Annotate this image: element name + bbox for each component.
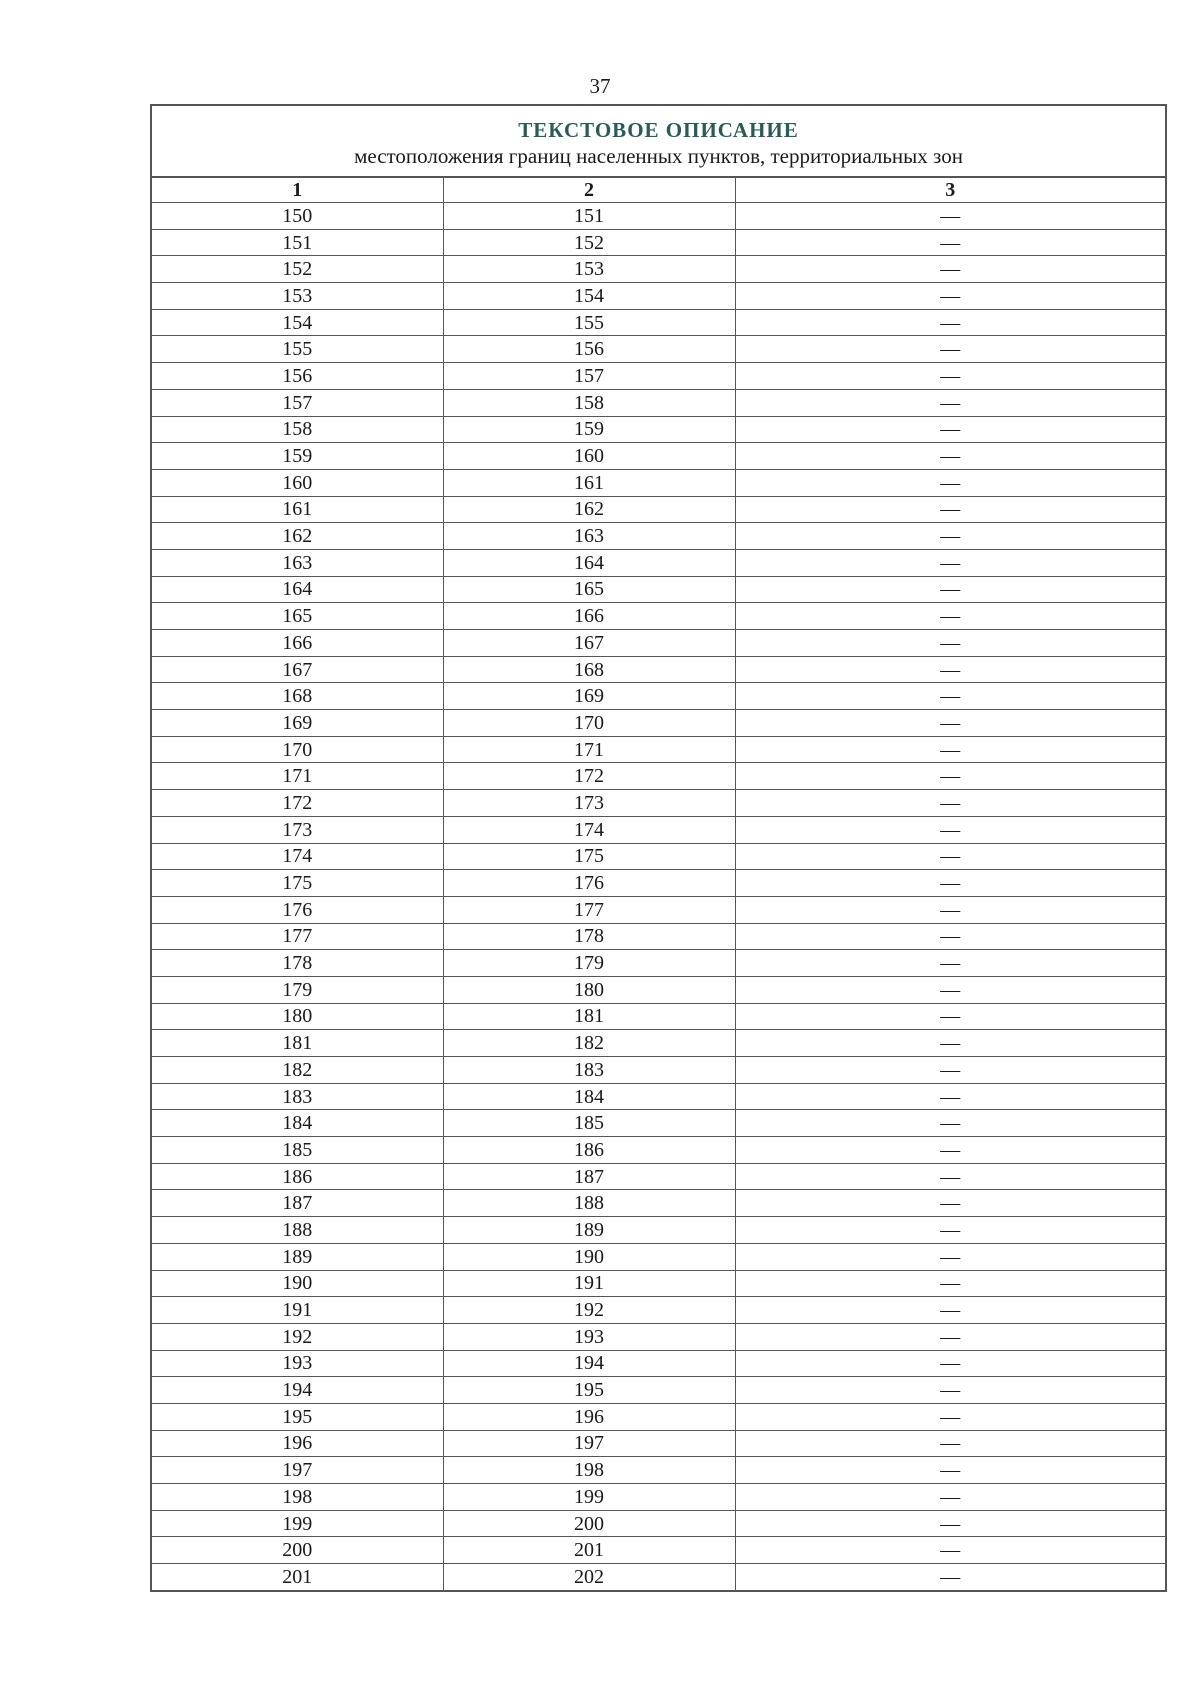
table-row <box>151 603 1166 630</box>
table-cell-col-1: 155 <box>151 336 443 363</box>
table-row <box>151 710 1166 737</box>
table-row <box>151 549 1166 576</box>
table-row <box>151 763 1166 790</box>
column-header-2: 2 <box>443 177 735 203</box>
table-row <box>151 1243 1166 1270</box>
table-row <box>151 576 1166 603</box>
table-cell-col-3: — <box>735 1537 1166 1564</box>
table-cell-col-3: — <box>735 1297 1166 1324</box>
table-cell-col-2: 152 <box>443 229 735 256</box>
table-row <box>151 523 1166 550</box>
table-cell-col-2: 193 <box>443 1323 735 1350</box>
table-row <box>151 1057 1166 1084</box>
table-cell-col-1: 189 <box>151 1243 443 1270</box>
table-cell-col-3: — <box>735 976 1166 1003</box>
table-cell-col-1: 184 <box>151 1110 443 1137</box>
table-row <box>151 496 1166 523</box>
table-cell-col-2: 174 <box>443 816 735 843</box>
table-cell-col-2: 168 <box>443 656 735 683</box>
table-cell-col-2: 183 <box>443 1057 735 1084</box>
table-cell-col-2: 202 <box>443 1564 735 1591</box>
table-cell-col-2: 172 <box>443 763 735 790</box>
table-cell-col-3: — <box>735 656 1166 683</box>
table-cell-col-1: 187 <box>151 1190 443 1217</box>
table-cell-col-1: 158 <box>151 416 443 443</box>
table-cell-col-3: — <box>735 283 1166 310</box>
table-row <box>151 1537 1166 1564</box>
table-cell-col-2: 191 <box>443 1270 735 1297</box>
table-cell-col-3: — <box>735 683 1166 710</box>
table-cell-col-1: 152 <box>151 256 443 283</box>
table-cell-col-3: — <box>735 843 1166 870</box>
table-cell-col-1: 190 <box>151 1270 443 1297</box>
table-cell-col-2: 188 <box>443 1190 735 1217</box>
table-title-cell <box>151 105 1166 177</box>
table-cell-col-2: 198 <box>443 1457 735 1484</box>
table-row <box>151 1377 1166 1404</box>
table-cell-col-1: 196 <box>151 1430 443 1457</box>
table-row <box>151 443 1166 470</box>
table-cell-col-1: 182 <box>151 1057 443 1084</box>
column-header-3: 3 <box>735 177 1166 203</box>
table-cell-col-3: — <box>735 1350 1166 1377</box>
table-cell-col-2: 151 <box>443 203 735 230</box>
page-number: 37 <box>589 74 611 98</box>
table-cell-col-2: 173 <box>443 790 735 817</box>
table-cell-col-3: — <box>735 736 1166 763</box>
table-cell-col-2: 176 <box>443 870 735 897</box>
table-cell-col-2: 153 <box>443 256 735 283</box>
table-row <box>151 1297 1166 1324</box>
table-cell-col-1: 191 <box>151 1297 443 1324</box>
table-row <box>151 950 1166 977</box>
table-cell-col-2: 167 <box>443 630 735 657</box>
table-cell-col-1: 153 <box>151 283 443 310</box>
table-cell-col-1: 193 <box>151 1350 443 1377</box>
table-cell-col-2: 190 <box>443 1243 735 1270</box>
table-row <box>151 1457 1166 1484</box>
table-cell-col-1: 199 <box>151 1510 443 1537</box>
table-cell-col-2: 175 <box>443 843 735 870</box>
table-cell-col-1: 181 <box>151 1030 443 1057</box>
table-cell-col-2: 162 <box>443 496 735 523</box>
table-cell-col-2: 156 <box>443 336 735 363</box>
table-row <box>151 736 1166 763</box>
table-cell-col-1: 188 <box>151 1217 443 1244</box>
table-cell-col-2: 170 <box>443 710 735 737</box>
table-cell-col-1: 176 <box>151 896 443 923</box>
table-cell-col-3: — <box>735 203 1166 230</box>
table-cell-col-1: 195 <box>151 1403 443 1430</box>
table-cell-col-2: 189 <box>443 1217 735 1244</box>
table-cell-col-1: 201 <box>151 1564 443 1591</box>
table-cell-col-3: — <box>735 1457 1166 1484</box>
table-cell-col-3: — <box>735 710 1166 737</box>
table-cell-col-1: 165 <box>151 603 443 630</box>
table-row <box>151 1083 1166 1110</box>
table-cell-col-1: 160 <box>151 469 443 496</box>
table-cell-col-3: — <box>735 389 1166 416</box>
table-cell-col-3: — <box>735 229 1166 256</box>
table-cell-col-1: 180 <box>151 1003 443 1030</box>
table-cell-col-1: 170 <box>151 736 443 763</box>
table-cell-col-1: 177 <box>151 923 443 950</box>
table-cell-col-2: 185 <box>443 1110 735 1137</box>
table-row <box>151 630 1166 657</box>
document-title: ТЕКСТОВОЕ ОПИСАНИЕ <box>518 118 799 142</box>
column-header-row <box>151 177 1166 203</box>
table-cell-col-2: 200 <box>443 1510 735 1537</box>
table-cell-col-3: — <box>735 1243 1166 1270</box>
table-row <box>151 1323 1166 1350</box>
table-cell-col-3: — <box>735 923 1166 950</box>
table-cell-col-2: 180 <box>443 976 735 1003</box>
table-cell-col-3: — <box>735 603 1166 630</box>
table-cell-col-3: — <box>735 416 1166 443</box>
table-row <box>151 1484 1166 1511</box>
table-cell-col-3: — <box>735 1403 1166 1430</box>
table-cell-col-3: — <box>735 336 1166 363</box>
table-row <box>151 1030 1166 1057</box>
table-cell-col-3: — <box>735 549 1166 576</box>
table-row <box>151 469 1166 496</box>
table-cell-col-2: 158 <box>443 389 735 416</box>
table-cell-col-2: 155 <box>443 309 735 336</box>
table-row <box>151 976 1166 1003</box>
table-cell-col-2: 186 <box>443 1137 735 1164</box>
table-row <box>151 656 1166 683</box>
document-subtitle: местоположения границ населенных пунктов, территориальных зон <box>354 144 963 168</box>
table-cell-col-3: — <box>735 950 1166 977</box>
table-cell-col-2: 181 <box>443 1003 735 1030</box>
table-row <box>151 1430 1166 1457</box>
table-cell-col-3: — <box>735 309 1166 336</box>
table-cell-col-2: 166 <box>443 603 735 630</box>
table-cell-col-3: — <box>735 1137 1166 1164</box>
table-cell-col-1: 169 <box>151 710 443 737</box>
table-row <box>151 229 1166 256</box>
table-row <box>151 1564 1166 1591</box>
table-row <box>151 1190 1166 1217</box>
table-cell-col-1: 183 <box>151 1083 443 1110</box>
table-cell-col-2: 171 <box>443 736 735 763</box>
table-cell-col-2: 201 <box>443 1537 735 1564</box>
table-cell-col-1: 174 <box>151 843 443 870</box>
table-cell-col-2: 199 <box>443 1484 735 1511</box>
table-cell-col-1: 150 <box>151 203 443 230</box>
table-cell-col-1: 168 <box>151 683 443 710</box>
table-row <box>151 416 1166 443</box>
table-cell-col-3: — <box>735 1430 1166 1457</box>
table-row <box>151 1270 1166 1297</box>
table-body <box>151 203 1166 1591</box>
table-row <box>151 843 1166 870</box>
table-cell-col-3: — <box>735 1510 1166 1537</box>
table-cell-col-3: — <box>735 1163 1166 1190</box>
table-row <box>151 1350 1166 1377</box>
table-cell-col-3: — <box>735 1217 1166 1244</box>
table-cell-col-3: — <box>735 576 1166 603</box>
table-row <box>151 923 1166 950</box>
table-cell-col-3: — <box>735 896 1166 923</box>
table-row <box>151 683 1166 710</box>
table-cell-col-2: 163 <box>443 523 735 550</box>
table-cell-col-3: — <box>735 363 1166 390</box>
table-cell-col-3: — <box>735 790 1166 817</box>
table-cell-col-1: 162 <box>151 523 443 550</box>
table-row <box>151 203 1166 230</box>
table-cell-col-2: 177 <box>443 896 735 923</box>
table-cell-col-1: 186 <box>151 1163 443 1190</box>
table-cell-col-2: 182 <box>443 1030 735 1057</box>
table-cell-col-1: 167 <box>151 656 443 683</box>
table-cell-col-3: — <box>735 443 1166 470</box>
table-cell-col-3: — <box>735 1030 1166 1057</box>
table-cell-col-1: 198 <box>151 1484 443 1511</box>
table-cell-col-3: — <box>735 1190 1166 1217</box>
table-cell-col-1: 194 <box>151 1377 443 1404</box>
table-cell-col-1: 178 <box>151 950 443 977</box>
table-row <box>151 1163 1166 1190</box>
table-cell-col-3: — <box>735 1564 1166 1591</box>
table-row <box>151 870 1166 897</box>
table-cell-col-1: 175 <box>151 870 443 897</box>
table-cell-col-1: 157 <box>151 389 443 416</box>
table-cell-col-1: 166 <box>151 630 443 657</box>
table-cell-col-3: — <box>735 870 1166 897</box>
column-header-1: 1 <box>151 177 443 203</box>
table-cell-col-3: — <box>735 816 1166 843</box>
table-cell-col-1: 185 <box>151 1137 443 1164</box>
table-cell-col-3: — <box>735 1484 1166 1511</box>
table-cell-col-2: 159 <box>443 416 735 443</box>
table-cell-col-1: 163 <box>151 549 443 576</box>
table-cell-col-2: 169 <box>443 683 735 710</box>
table-row <box>151 336 1166 363</box>
table-cell-col-2: 160 <box>443 443 735 470</box>
table-cell-col-1: 159 <box>151 443 443 470</box>
table-cell-col-1: 192 <box>151 1323 443 1350</box>
table-row <box>151 283 1166 310</box>
table-cell-col-1: 200 <box>151 1537 443 1564</box>
table-cell-col-2: 179 <box>443 950 735 977</box>
table-cell-col-3: — <box>735 1110 1166 1137</box>
table-cell-col-1: 172 <box>151 790 443 817</box>
table-cell-col-1: 164 <box>151 576 443 603</box>
table-cell-col-2: 164 <box>443 549 735 576</box>
table-cell-col-2: 165 <box>443 576 735 603</box>
table-cell-col-1: 173 <box>151 816 443 843</box>
table-row <box>151 1217 1166 1244</box>
table-row <box>151 256 1166 283</box>
table-cell-col-1: 179 <box>151 976 443 1003</box>
table-cell-col-2: 157 <box>443 363 735 390</box>
table-row <box>151 1510 1166 1537</box>
table-cell-col-2: 178 <box>443 923 735 950</box>
table-cell-col-1: 197 <box>151 1457 443 1484</box>
table-cell-col-3: — <box>735 523 1166 550</box>
table-cell-col-3: — <box>735 763 1166 790</box>
table-cell-col-2: 161 <box>443 469 735 496</box>
table-cell-col-2: 194 <box>443 1350 735 1377</box>
table-cell-col-2: 187 <box>443 1163 735 1190</box>
table-cell-col-2: 154 <box>443 283 735 310</box>
table-row <box>151 1403 1166 1430</box>
table-row <box>151 1003 1166 1030</box>
table-cell-col-3: — <box>735 1057 1166 1084</box>
table-cell-col-3: — <box>735 1003 1166 1030</box>
table-cell-col-1: 171 <box>151 763 443 790</box>
table-cell-col-3: — <box>735 496 1166 523</box>
table-cell-col-2: 184 <box>443 1083 735 1110</box>
table-cell-col-1: 161 <box>151 496 443 523</box>
table-cell-col-3: — <box>735 1083 1166 1110</box>
table-row <box>151 790 1166 817</box>
table-cell-col-1: 156 <box>151 363 443 390</box>
table-cell-col-2: 196 <box>443 1403 735 1430</box>
table-cell-col-1: 151 <box>151 229 443 256</box>
table-cell-col-3: — <box>735 1323 1166 1350</box>
table-cell-col-1: 154 <box>151 309 443 336</box>
table-row <box>151 816 1166 843</box>
table-cell-col-3: — <box>735 256 1166 283</box>
table-cell-col-3: — <box>735 630 1166 657</box>
table-row <box>151 389 1166 416</box>
table-row <box>151 363 1166 390</box>
table-row <box>151 309 1166 336</box>
table-cell-col-2: 197 <box>443 1430 735 1457</box>
table-cell-col-3: — <box>735 1377 1166 1404</box>
table-row <box>151 896 1166 923</box>
table-cell-col-2: 192 <box>443 1297 735 1324</box>
table-cell-col-3: — <box>735 469 1166 496</box>
table-cell-col-2: 195 <box>443 1377 735 1404</box>
table-cell-col-3: — <box>735 1270 1166 1297</box>
table-row <box>151 1137 1166 1164</box>
boundary-table <box>150 104 1167 1592</box>
table-row <box>151 1110 1166 1137</box>
